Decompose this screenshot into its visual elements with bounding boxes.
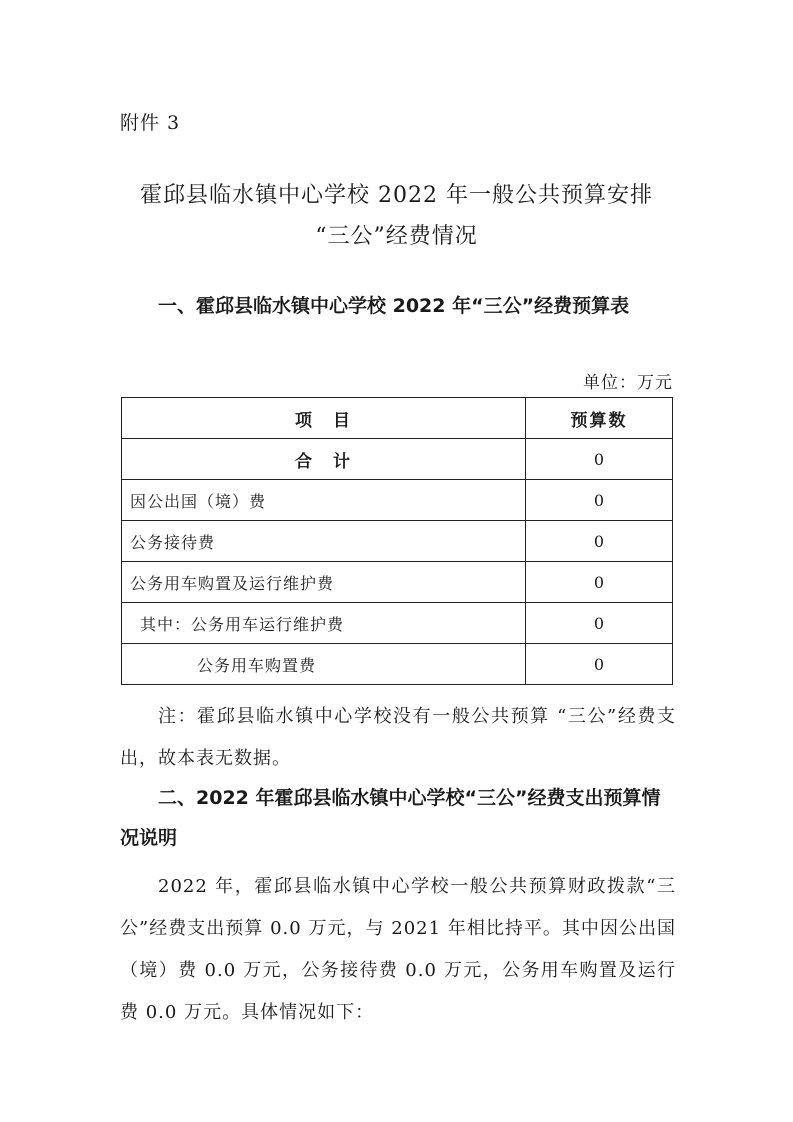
table-row <box>122 562 673 603</box>
row-label: 公务用车购置费 <box>122 644 526 685</box>
table-row-total <box>122 439 673 480</box>
section-2-heading: 二、2022 年霍邱县临水镇中心学校“三公”经费支出预算情况说明 <box>120 787 661 849</box>
unit-label: 单位：万元 <box>583 373 673 393</box>
table-header-row <box>122 398 673 439</box>
header-budget: 预算数 <box>526 398 673 439</box>
attachment-label: 附件 3 <box>120 112 181 134</box>
table-row <box>122 603 673 644</box>
document-title-line-2: “三公”经费情况 <box>315 224 478 249</box>
row-label: 因公出国（境）费 <box>122 480 526 521</box>
table-row <box>122 480 673 521</box>
header-item: 项 目 <box>122 398 526 439</box>
row-value: 0 <box>526 521 673 562</box>
row-value: 0 <box>526 644 673 685</box>
total-label: 合 计 <box>122 439 526 480</box>
section-1-heading: 一、霍邱县临水镇中心学校 2022 年“三公”经费预算表 <box>158 295 630 317</box>
table-note: 注：霍邱县临水镇中心学校没有一般公共预算 “三公”经费支出，故本表无数据。 <box>120 706 676 769</box>
total-value: 0 <box>526 439 673 480</box>
row-value: 0 <box>526 562 673 603</box>
row-value: 0 <box>526 603 673 644</box>
row-label: 公务用车购置及运行维护费 <box>122 562 526 603</box>
row-value: 0 <box>526 480 673 521</box>
table-row <box>122 521 673 562</box>
section-2-paragraph: 2022 年，霍邱县临水镇中心学校一般公共预算财政拨款“三公”经费支出预算 0.0 万元，与 2021 年相比持平。其中因公出国（境）费 0.0 万元，公务接待费 0.0 万元，公务用车购置及运行费 0.0 万元。具体情况如下： <box>120 876 676 1023</box>
row-label: 公务接待费 <box>122 521 526 562</box>
document-title-line-1: 霍邱县临水镇中心学校 2022 年一般公共预算安排 <box>140 183 653 208</box>
budget-table <box>121 397 673 685</box>
table-row <box>122 644 673 685</box>
row-label: 其中：公务用车运行维护费 <box>122 603 526 644</box>
